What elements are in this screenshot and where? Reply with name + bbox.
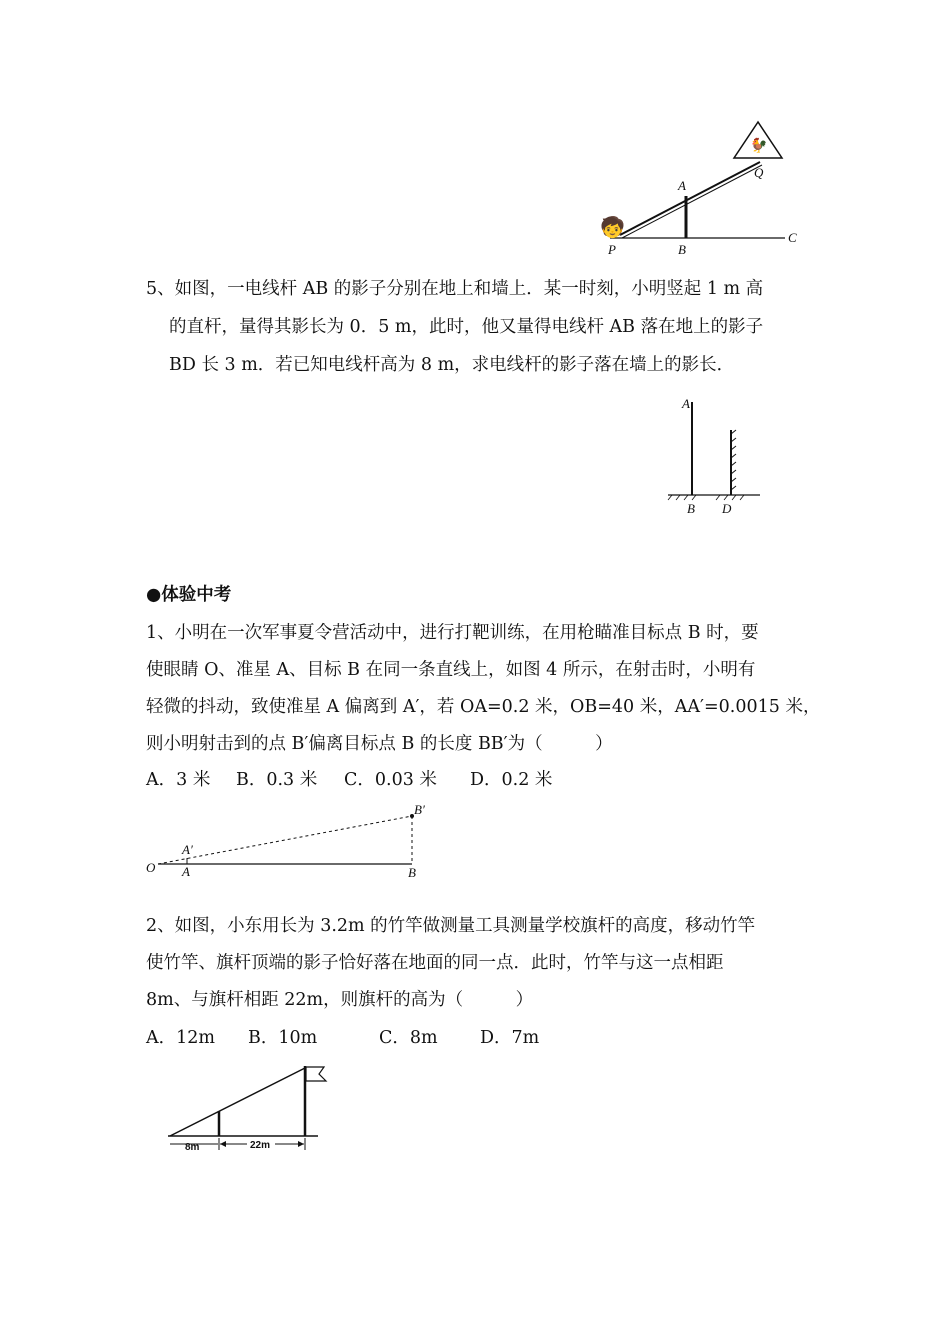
flag-icon xyxy=(306,1067,326,1081)
label-o: O xyxy=(146,860,156,875)
p2-line3: 8m、与旗杆相距 22m，则旗杆的高为（ ） xyxy=(146,990,534,1010)
p2-line2: 使竹竿、旗杆顶端的影子恰好落在地面的同一点．此时，竹竿与这一点相距 xyxy=(146,953,724,973)
p1-line3: 轻微的抖动，致使准星 A 偏离到 A′，若 OA=0.2 米，OB=40 米，AA′=0.0015 米， xyxy=(146,697,821,717)
person-icon: 🧒 xyxy=(600,215,625,239)
p2-option-c: C．8m xyxy=(379,1028,438,1048)
pole-figure xyxy=(660,390,780,520)
p1-line2: 使眼睛 O、准星 A、目标 B 在同一条直线上，如图 4 所示，在射击时，小明有 xyxy=(146,660,756,680)
board-line xyxy=(620,162,760,235)
p1-line4: 则小明射击到的点 B′偏离目标点 B 的长度 BB′为（ ） xyxy=(146,734,613,754)
label-b: B xyxy=(408,865,416,880)
q5-line3: BD 长 3 m．若已知电线杆高为 8 m，求电线杆的影子落在墙上的影长． xyxy=(169,355,735,375)
label-q: Q xyxy=(754,165,764,180)
p2-option-b: B．10m xyxy=(248,1028,318,1048)
label-8m: 8m xyxy=(185,1142,200,1153)
label-22m: 22m xyxy=(250,1140,271,1151)
q5-line1: 5、如图，一电线杆 AB 的影子分别在地上和墙上．某一时刻，小明竖起 1 m 高 xyxy=(146,279,764,299)
label-a-prime: A′ xyxy=(182,842,193,857)
q5-line2: 的直杆，量得其影长为 0．5 m，此时，他又量得电线杆 AB 落在地上的影子 xyxy=(169,317,764,337)
board-line-2 xyxy=(622,165,762,238)
line-ob2-dashed xyxy=(158,816,412,864)
label-b: B xyxy=(678,242,686,257)
p1-option-b: B．0.3 米 xyxy=(236,770,318,790)
arrow-left-icon xyxy=(220,1141,226,1147)
p2-option-a: A．12m xyxy=(146,1028,216,1048)
p2-option-d: D．7m xyxy=(480,1028,540,1048)
arrow-right-icon xyxy=(298,1141,304,1147)
p1-option-d: D．0.2 米 xyxy=(470,770,553,790)
seesaw-figure xyxy=(590,110,810,260)
hypotenuse xyxy=(170,1068,305,1136)
label-p: P xyxy=(608,242,616,257)
rooster-icon: 🐓 xyxy=(750,138,768,154)
label-a: A xyxy=(682,396,690,411)
p2-line1: 2、如图，小东用长为 3.2m 的竹竿做测量工具测量学校旗杆的高度，移动竹竿 xyxy=(146,916,756,936)
label-d: D xyxy=(722,501,732,516)
aim-figure xyxy=(140,800,440,885)
p1-option-c: C．0.03 米 xyxy=(344,770,437,790)
section-title: ●体验中考 xyxy=(146,585,232,605)
flag-figure xyxy=(160,1058,340,1158)
p1-line1: 1、小明在一次军事夏令营活动中，进行打靶训练，在用枪瞄准目标点 B 时，要 xyxy=(146,623,759,643)
label-a: A xyxy=(678,178,686,193)
label-c: C xyxy=(788,230,797,245)
label-a: A xyxy=(182,864,190,879)
label-b-prime: B′ xyxy=(414,802,425,817)
label-b: B xyxy=(687,501,695,516)
ground-hatch xyxy=(668,495,744,500)
p1-option-a: A．3 米 xyxy=(146,770,211,790)
